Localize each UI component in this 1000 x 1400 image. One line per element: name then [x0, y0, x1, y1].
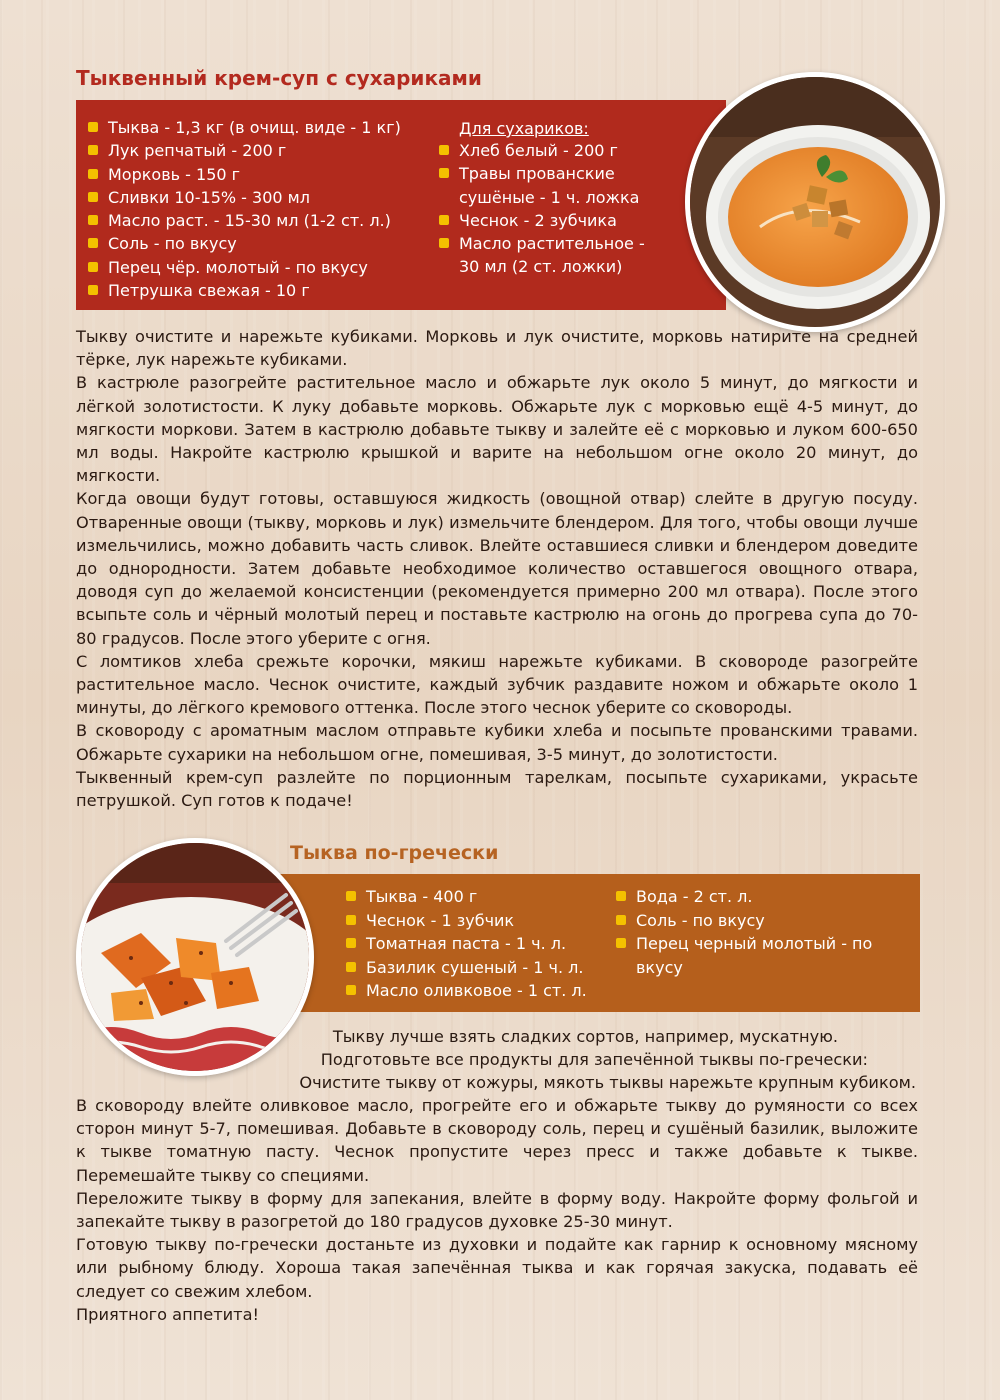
instruction-paragraph: С ломтиков хлеба срежьте корочки, мякиш нарежьте кубиками. В сковороде разогрейте растительное масло. Чеснок очистите, каждый зубчик раздавите ножом и обжарьте около 1 минуты, до лёгкого кремового оттенка. После этого чеснок уберите со сковороды. [76, 651, 918, 718]
croutons-ingredient-list [437, 139, 669, 279]
instruction-paragraph: Когда овощи будут готовы, оставшуюся жидкость (овощной отвар) слейте в другую посуду. Отваренные овощи (тыкву, морковь и лук) измельчите блендером. Для того, чтобы овощи лучше измельчились, можно добавить часть сливок. Влейте оставшиеся сливки и блендером доведите до однородности. Затем добавьте необходимое количество оставшегося овощного отвара, доводя суп до желаемой консистенции (рекомендуется примерно 200 мл отвара). После этого всыпьте соль и чёрный молотый перец и поставьте кастрюлю на огонь до прогрева супа до 70-80 градусов. После этого уберите с огня. [76, 489, 918, 648]
instruction-paragraph: В кастрюле разогрейте растительное масло и обжарьте лук около 5 минут, до мягкости и лёгкой золотистости. К луку добавьте морковь. Обжарьте лук с морковью ещё 4-5 минут, до мягкости моркови. Затем в кастрюлю добавьте тыкву и залейте её с морковью и луком 600-650 мл воды. Накройте кастрюлю крышкой и варите на небольшом огне около 20 минут, до мягкости. [76, 373, 918, 486]
ingredient-item: Тыква - 1,3 кг (в очищ. виде - 1 кг) [86, 116, 401, 139]
instruction-paragraph: В сковороду с ароматным маслом отправьте кубики хлеба и посыпьте прованскими травами. Обжарьте сухарики на небольшом огне, помешивая, 3-5 минут, до золотистости. [76, 721, 918, 764]
soup-illustration [690, 77, 940, 327]
ingredient-item: Чеснок - 1 зубчик [344, 909, 587, 933]
ingredient-item: Перец черный молотый - по вкусу [614, 932, 886, 979]
ingredient-item: Петрушка свежая - 10 г [86, 279, 401, 302]
ingredient-item: Сливки 10-15% - 300 мл [86, 186, 401, 209]
instruction-paragraph: Приятного аппетита! [76, 1304, 260, 1324]
recipe-2-intro-line: Очистите тыкву от кожуры, мякоть тыквы нарежьте крупным кубиком. [299, 1073, 916, 1092]
ingredient-item: Масло растительное - 30 мл (2 ст. ложки) [437, 232, 669, 279]
ingredient-item: Соль - по вкусу [86, 232, 401, 255]
instruction-paragraph: Тыквенный крем-суп разлейте по порционным тарелкам, посыпьте сухариками, украсьте петрушкой. Суп готов к подаче! [76, 767, 918, 811]
soup-photo [685, 72, 945, 332]
instruction-paragraph: Готовую тыкву по-гречески достаньте из духовки и подайте как гарнир к основному мясному или рыбному блюду. Хороша такая запечённая тыква и как горячая закуска, подавать её следует со свежим хлебом. [76, 1235, 918, 1301]
instruction-paragraph: В сковороду влейте оливковое масло, прогрейте его и обжарьте тыкву до румяности со всех сторон минут 5-7, помешивая. Добавьте в сковороду соль, перец и сушёный базилик, выложите к тыкве томатную пасту. Чеснок пропустите через пресс и также добавьте к тыкве. Перемешайте тыкву со специями. [76, 1096, 918, 1185]
ingredient-item: Травы прованские сушёные - 1 ч. ложка [437, 162, 669, 209]
recipe-1-ingredient-list [86, 116, 401, 302]
ingredient-item: Базилик сушеный - 1 ч. л. [344, 956, 587, 980]
recipe-2-title: Тыква по-гречески [290, 842, 499, 864]
ingredient-item: Томатная паста - 1 ч. л. [344, 932, 587, 956]
instruction-paragraph: Тыкву очистите и нарежьте кубиками. Морковь и лук очистите, морковь натирите на средней тёрке, лук нарежьте кубиками. [76, 327, 918, 370]
croutons-heading: Для сухариков: [459, 119, 589, 138]
ingredient-item: Вода - 2 ст. л. [614, 885, 886, 909]
pumpkin-photo [76, 838, 314, 1076]
recipe-2-ingredient-list-right [614, 885, 886, 979]
recipe-2-intro-line: Тыкву лучше взять сладких сортов, например, мускатную. [332, 1027, 838, 1046]
recipe-2-intro-line: Подготовьте все продукты для запечённой тыквы по-гречески: [320, 1050, 868, 1069]
recipe-2-instructions [76, 1094, 918, 1326]
pumpkin-dish-illustration [81, 843, 309, 1071]
ingredient-item: Перец чёр. молотый - по вкусу [86, 256, 401, 279]
ingredient-item: Масло оливковое - 1 ст. л. [344, 979, 587, 1003]
ingredient-item: Тыква - 400 г [344, 885, 587, 909]
ingredient-item: Хлеб белый - 200 г [437, 139, 669, 162]
recipe-1-title: Тыквенный крем-суп с сухариками [76, 66, 482, 90]
ingredient-item: Чеснок - 2 зубчика [437, 209, 669, 232]
recipe-2-ingredient-list-left [344, 885, 587, 1003]
ingredient-item: Лук репчатый - 200 г [86, 139, 401, 162]
recipe-1-instructions [76, 325, 918, 812]
ingredient-item: Масло раст. - 15-30 мл (1-2 ст. л.) [86, 209, 401, 232]
ingredient-item: Соль - по вкусу [614, 909, 886, 933]
ingredient-item: Морковь - 150 г [86, 163, 401, 186]
instruction-paragraph: Переложите тыкву в форму для запекания, влейте в форму воду. Накройте форму фольгой и запекайте тыкву в разогретой до 180 градусов духовке 25-30 минут. [76, 1188, 918, 1232]
